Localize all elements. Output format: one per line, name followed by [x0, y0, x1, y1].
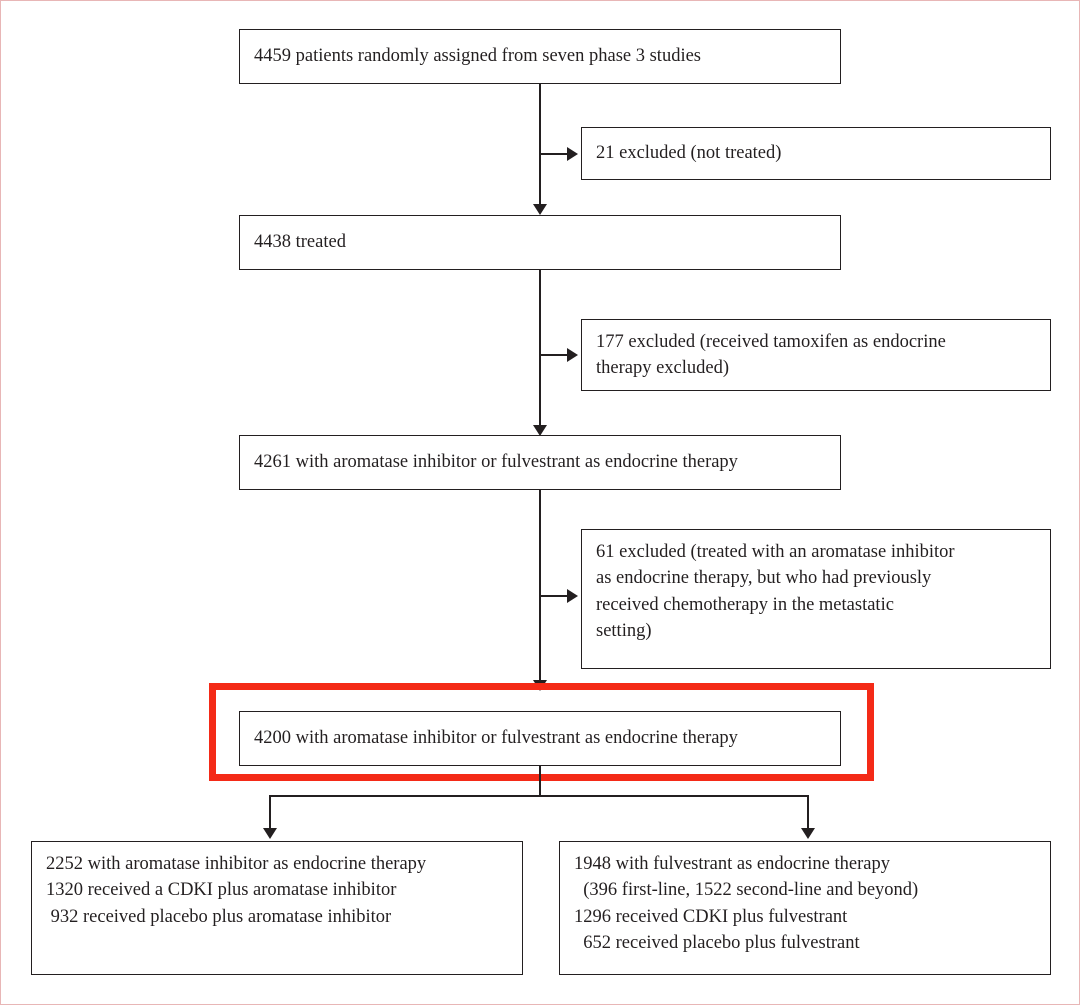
- node-excluded-chemo: [581, 529, 1051, 669]
- node-excluded-not-treated: [581, 127, 1051, 180]
- node-ai-or-fulvestrant-4200-label: 4200 with aromatase inhibitor or fulvestrant as endocrine therapy: [254, 728, 738, 749]
- node-excluded-chemo-line3: received chemotherapy in the metastatic: [596, 594, 894, 615]
- connector-to-excluded-tamoxifen: [539, 354, 567, 356]
- node-arm-ai-line3: 932 received placebo plus aromatase inhibitor: [46, 906, 392, 927]
- node-excluded-tamoxifen-line1: 177 excluded (received tamoxifen as endocrine: [596, 332, 946, 352]
- node-arm-aromatase-inhibitor-text: [46, 851, 508, 930]
- connector-randomised-to-treated: [539, 84, 541, 204]
- node-arm-aromatase-inhibitor: [31, 841, 523, 975]
- node-arm-fulvestrant: [559, 841, 1051, 975]
- node-treated: [239, 215, 841, 270]
- arrowhead-to-4200: [533, 680, 547, 691]
- node-arm-fulvestrant-line4: 652 received placebo plus fulvestrant: [574, 932, 860, 953]
- node-arm-fulvestrant-line1: 1948 with fulvestrant as endocrine therapy: [574, 854, 890, 874]
- connector-to-excluded-not-treated: [539, 153, 567, 155]
- arrowhead-excluded-chemo: [567, 589, 578, 603]
- node-ai-or-fulvestrant-4261-label: 4261 with aromatase inhibitor or fulvestrant as endocrine therapy: [254, 452, 738, 473]
- node-ai-or-fulvestrant-4200: [239, 711, 841, 766]
- node-treated-label: 4438 treated: [254, 232, 346, 253]
- arrowhead-to-treated: [533, 204, 547, 215]
- arrowhead-arm-right: [801, 828, 815, 839]
- node-excluded-chemo-line4: setting): [596, 620, 652, 641]
- connector-4261-to-4200: [539, 490, 541, 680]
- node-ai-or-fulvestrant-4261: [239, 435, 841, 490]
- node-arm-fulvestrant-line3: 1296 received CDKI plus fulvestrant: [574, 906, 848, 927]
- node-arm-fulvestrant-line2: (396 first-line, 1522 second-line and beyond): [574, 880, 919, 901]
- node-arm-fulvestrant-text: [574, 851, 1036, 956]
- node-arm-ai-line2: 1320 received a CDKI plus aromatase inhibitor: [46, 880, 397, 901]
- arrowhead-arm-left: [263, 828, 277, 839]
- connector-to-excluded-chemo: [539, 595, 567, 597]
- node-excluded-tamoxifen-line2: therapy excluded): [596, 358, 730, 379]
- node-excluded-chemo-line2: as endocrine therapy, but who had previously: [596, 568, 932, 589]
- connector-split-horizontal: [269, 795, 809, 797]
- arrowhead-excluded-tamoxifen: [567, 348, 578, 362]
- node-randomised-label: 4459 patients randomly assigned from seven phase 3 studies: [254, 46, 701, 67]
- node-arm-ai-line1: 2252 with aromatase inhibitor as endocrine therapy: [46, 854, 427, 874]
- node-excluded-tamoxifen: [581, 319, 1051, 391]
- node-excluded-chemo-text: [596, 539, 955, 644]
- node-randomised: [239, 29, 841, 84]
- arrowhead-excluded-not-treated: [567, 147, 578, 161]
- node-excluded-tamoxifen-text: [596, 329, 946, 382]
- connector-4200-down: [539, 766, 541, 796]
- node-excluded-not-treated-label: 21 excluded (not treated): [596, 143, 782, 164]
- connector-treated-to-4261: [539, 270, 541, 425]
- node-excluded-chemo-line1: 61 excluded (treated with an aromatase inhibitor: [596, 542, 955, 562]
